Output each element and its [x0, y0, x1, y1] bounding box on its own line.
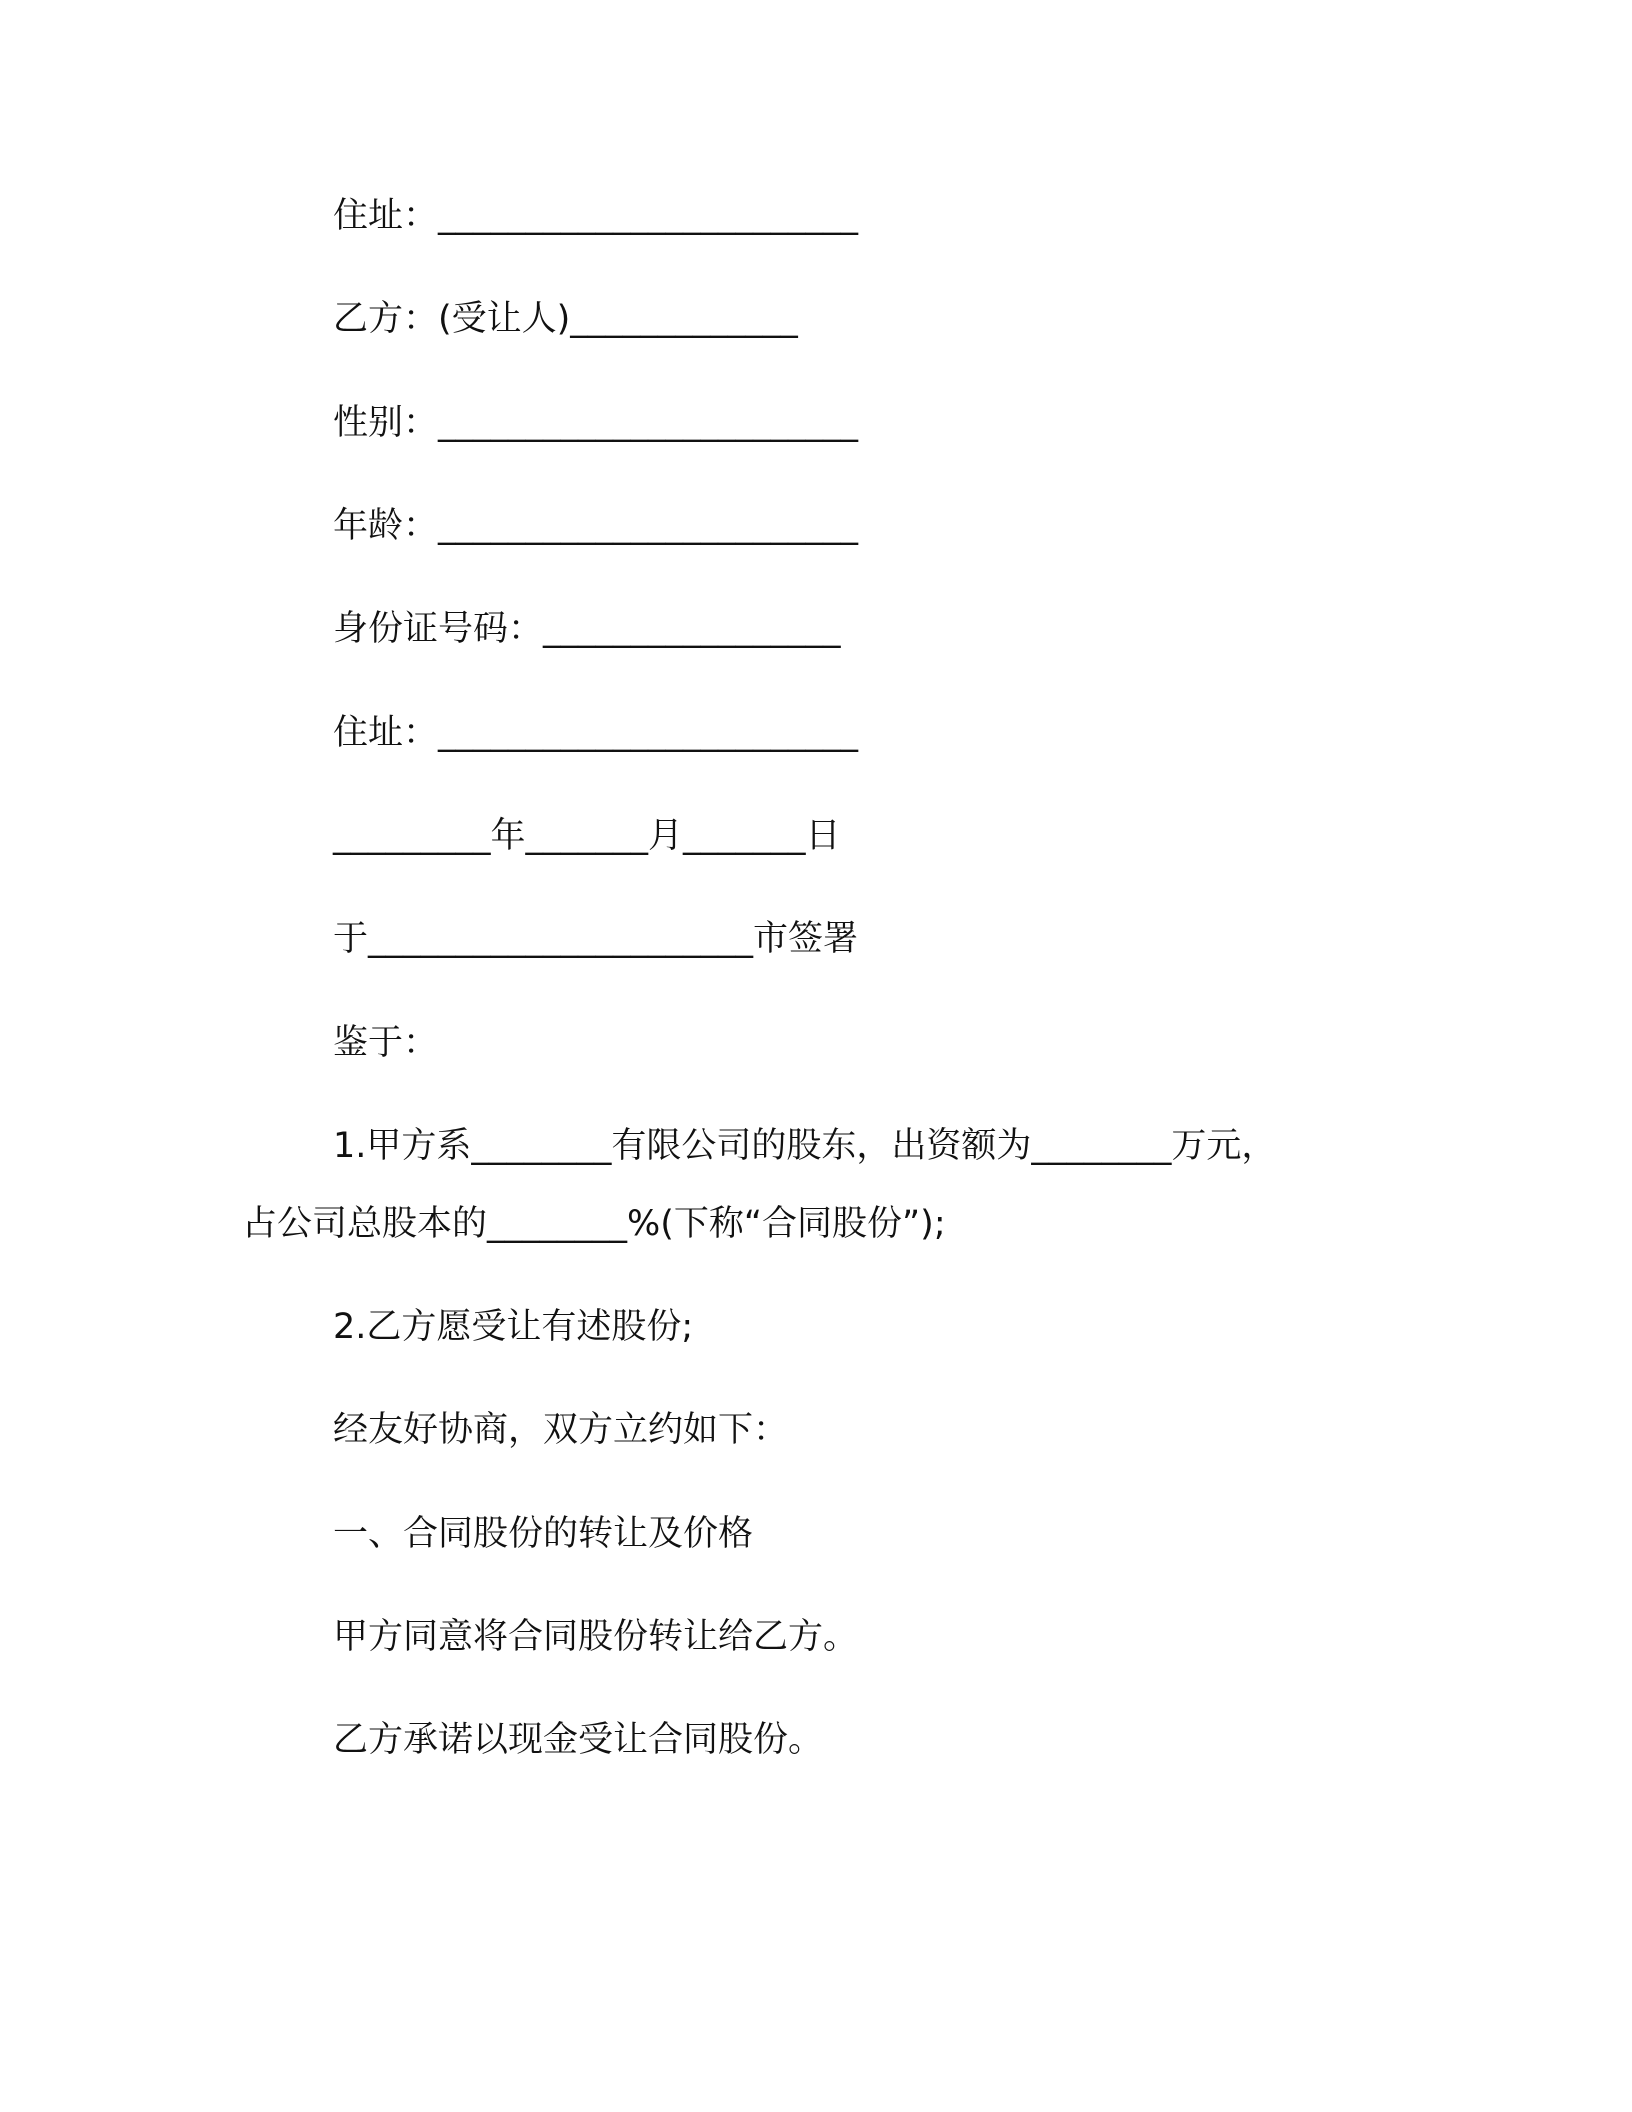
- party-b-id-number-line: 身份证号码：_________________: [333, 609, 841, 649]
- signing-city-line: 于______________________市签署: [333, 919, 859, 959]
- agreement-intro-line: 经友好协商，双方立约如下：: [333, 1410, 789, 1450]
- party-b-transferee-line: 乙方：(受让人)_____________: [333, 299, 798, 339]
- party-a-address-line: 住址：________________________: [333, 196, 859, 236]
- section-1-clause-1: 甲方同意将合同股份转让给乙方。: [333, 1617, 859, 1657]
- section-1-heading: 一、合同股份的转让及价格: [333, 1514, 754, 1554]
- recital-1-line-2: 占公司总股本的________%(下称“合同股份”);: [242, 1204, 946, 1244]
- party-b-gender-line: 性别：________________________: [333, 403, 859, 443]
- whereas-heading: 鉴于：: [333, 1023, 439, 1063]
- recital-1-line-1: 1.甲方系________有限公司的股东，出资额为________万元，: [333, 1126, 1277, 1166]
- signing-date-line: _________年_______月_______日: [333, 816, 841, 856]
- recital-2-line: 2.乙方愿受让有述股份;: [333, 1307, 694, 1347]
- party-b-age-line: 年龄：________________________: [333, 506, 859, 546]
- party-b-address-line: 住址：________________________: [333, 713, 859, 753]
- section-1-clause-2: 乙方承诺以现金受让合同股份。: [333, 1720, 824, 1760]
